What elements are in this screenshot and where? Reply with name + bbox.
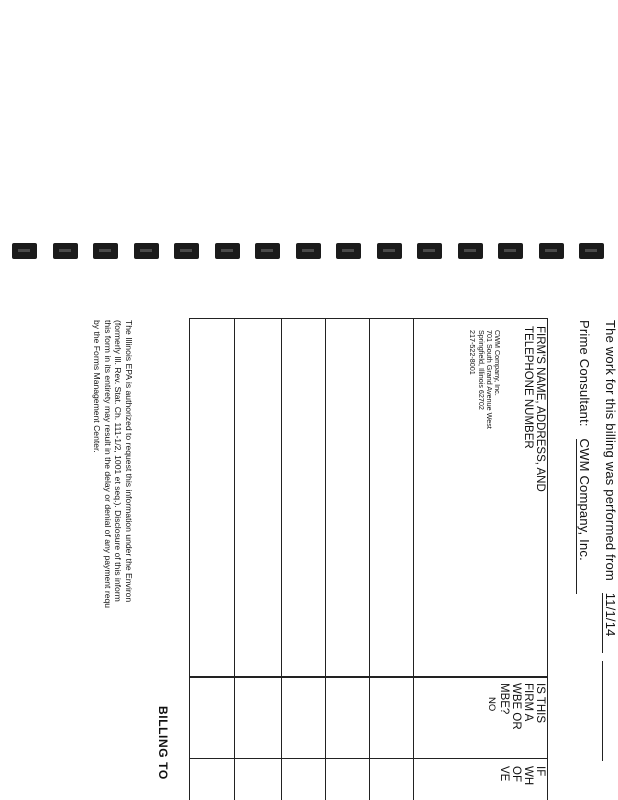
- row-rule-2: [369, 318, 370, 800]
- row1-mbe-value: NO: [486, 697, 497, 712]
- col-mbe-header-line3: WBE OR: [510, 683, 522, 730]
- col-mbe-header-line1: IS THIS: [534, 683, 546, 724]
- notice-line-4: by the Forms Management Center.: [92, 320, 103, 453]
- prime-consultant-line: [576, 320, 592, 594]
- work-period-line: [602, 320, 618, 761]
- notice-line-1: The Illinois EPA is authorized to request this information under the Environ: [124, 320, 134, 603]
- table-bottom-rule: [189, 318, 190, 800]
- row1-firm-address: [468, 330, 501, 429]
- col-mbe-header: [498, 683, 546, 730]
- table-left-rule: [190, 318, 548, 319]
- col-next-header-line4: VE: [498, 766, 510, 782]
- col-firm-header: [522, 326, 546, 492]
- billing-to-label: BILLING TO: [156, 706, 170, 780]
- col-next-header-line3: OF: [510, 766, 522, 782]
- col-divider-2: [190, 758, 548, 759]
- col-divider-1: [190, 676, 548, 678]
- col-next-header-line2: WH: [522, 766, 534, 786]
- row1-firm-street: 701 South Grand Avenue West: [484, 330, 494, 429]
- notice-line-3: this form in its entirety may result in the delay or denial of any payment requ: [103, 320, 113, 609]
- col-firm-header-line2: TELEPHONE NUMBER: [522, 326, 534, 449]
- table-top-rule: [547, 318, 548, 800]
- work-period-label: The work for this billing was performed from: [603, 320, 618, 581]
- row-rule-3: [325, 318, 326, 800]
- row-rule-5: [234, 318, 235, 800]
- notice-line-2: (formerly Ill. Rev. Stat. Ch. 111-1/2, 1001 et seq.). Disclosure of this inform: [113, 320, 124, 602]
- row-rule-1: [413, 318, 414, 800]
- work-period-start: 11/1/14: [602, 593, 618, 653]
- row1-firm-phone: 217-522-8001: [468, 330, 478, 375]
- prime-consultant-label: Prime Consultant:: [577, 320, 592, 427]
- row1-firm-city: Springfield, Illinois 62702: [476, 330, 486, 410]
- row-rule-4: [281, 318, 282, 800]
- col-mbe-header-line4: MBE?: [498, 683, 510, 715]
- col-next-header: [498, 766, 546, 785]
- col-mbe-header-line2: FIRM A: [522, 683, 534, 722]
- col-next-header-line1: IF: [534, 766, 546, 777]
- prime-consultant-value: CWM Company, Inc.: [576, 439, 592, 594]
- col-firm-header-line1: FIRM'S NAME, ADDRESS, AND: [534, 326, 546, 492]
- privacy-notice: [92, 320, 134, 800]
- work-period-blank: [602, 661, 618, 761]
- row1-firm-name: CWM Company, Inc.: [493, 330, 502, 396]
